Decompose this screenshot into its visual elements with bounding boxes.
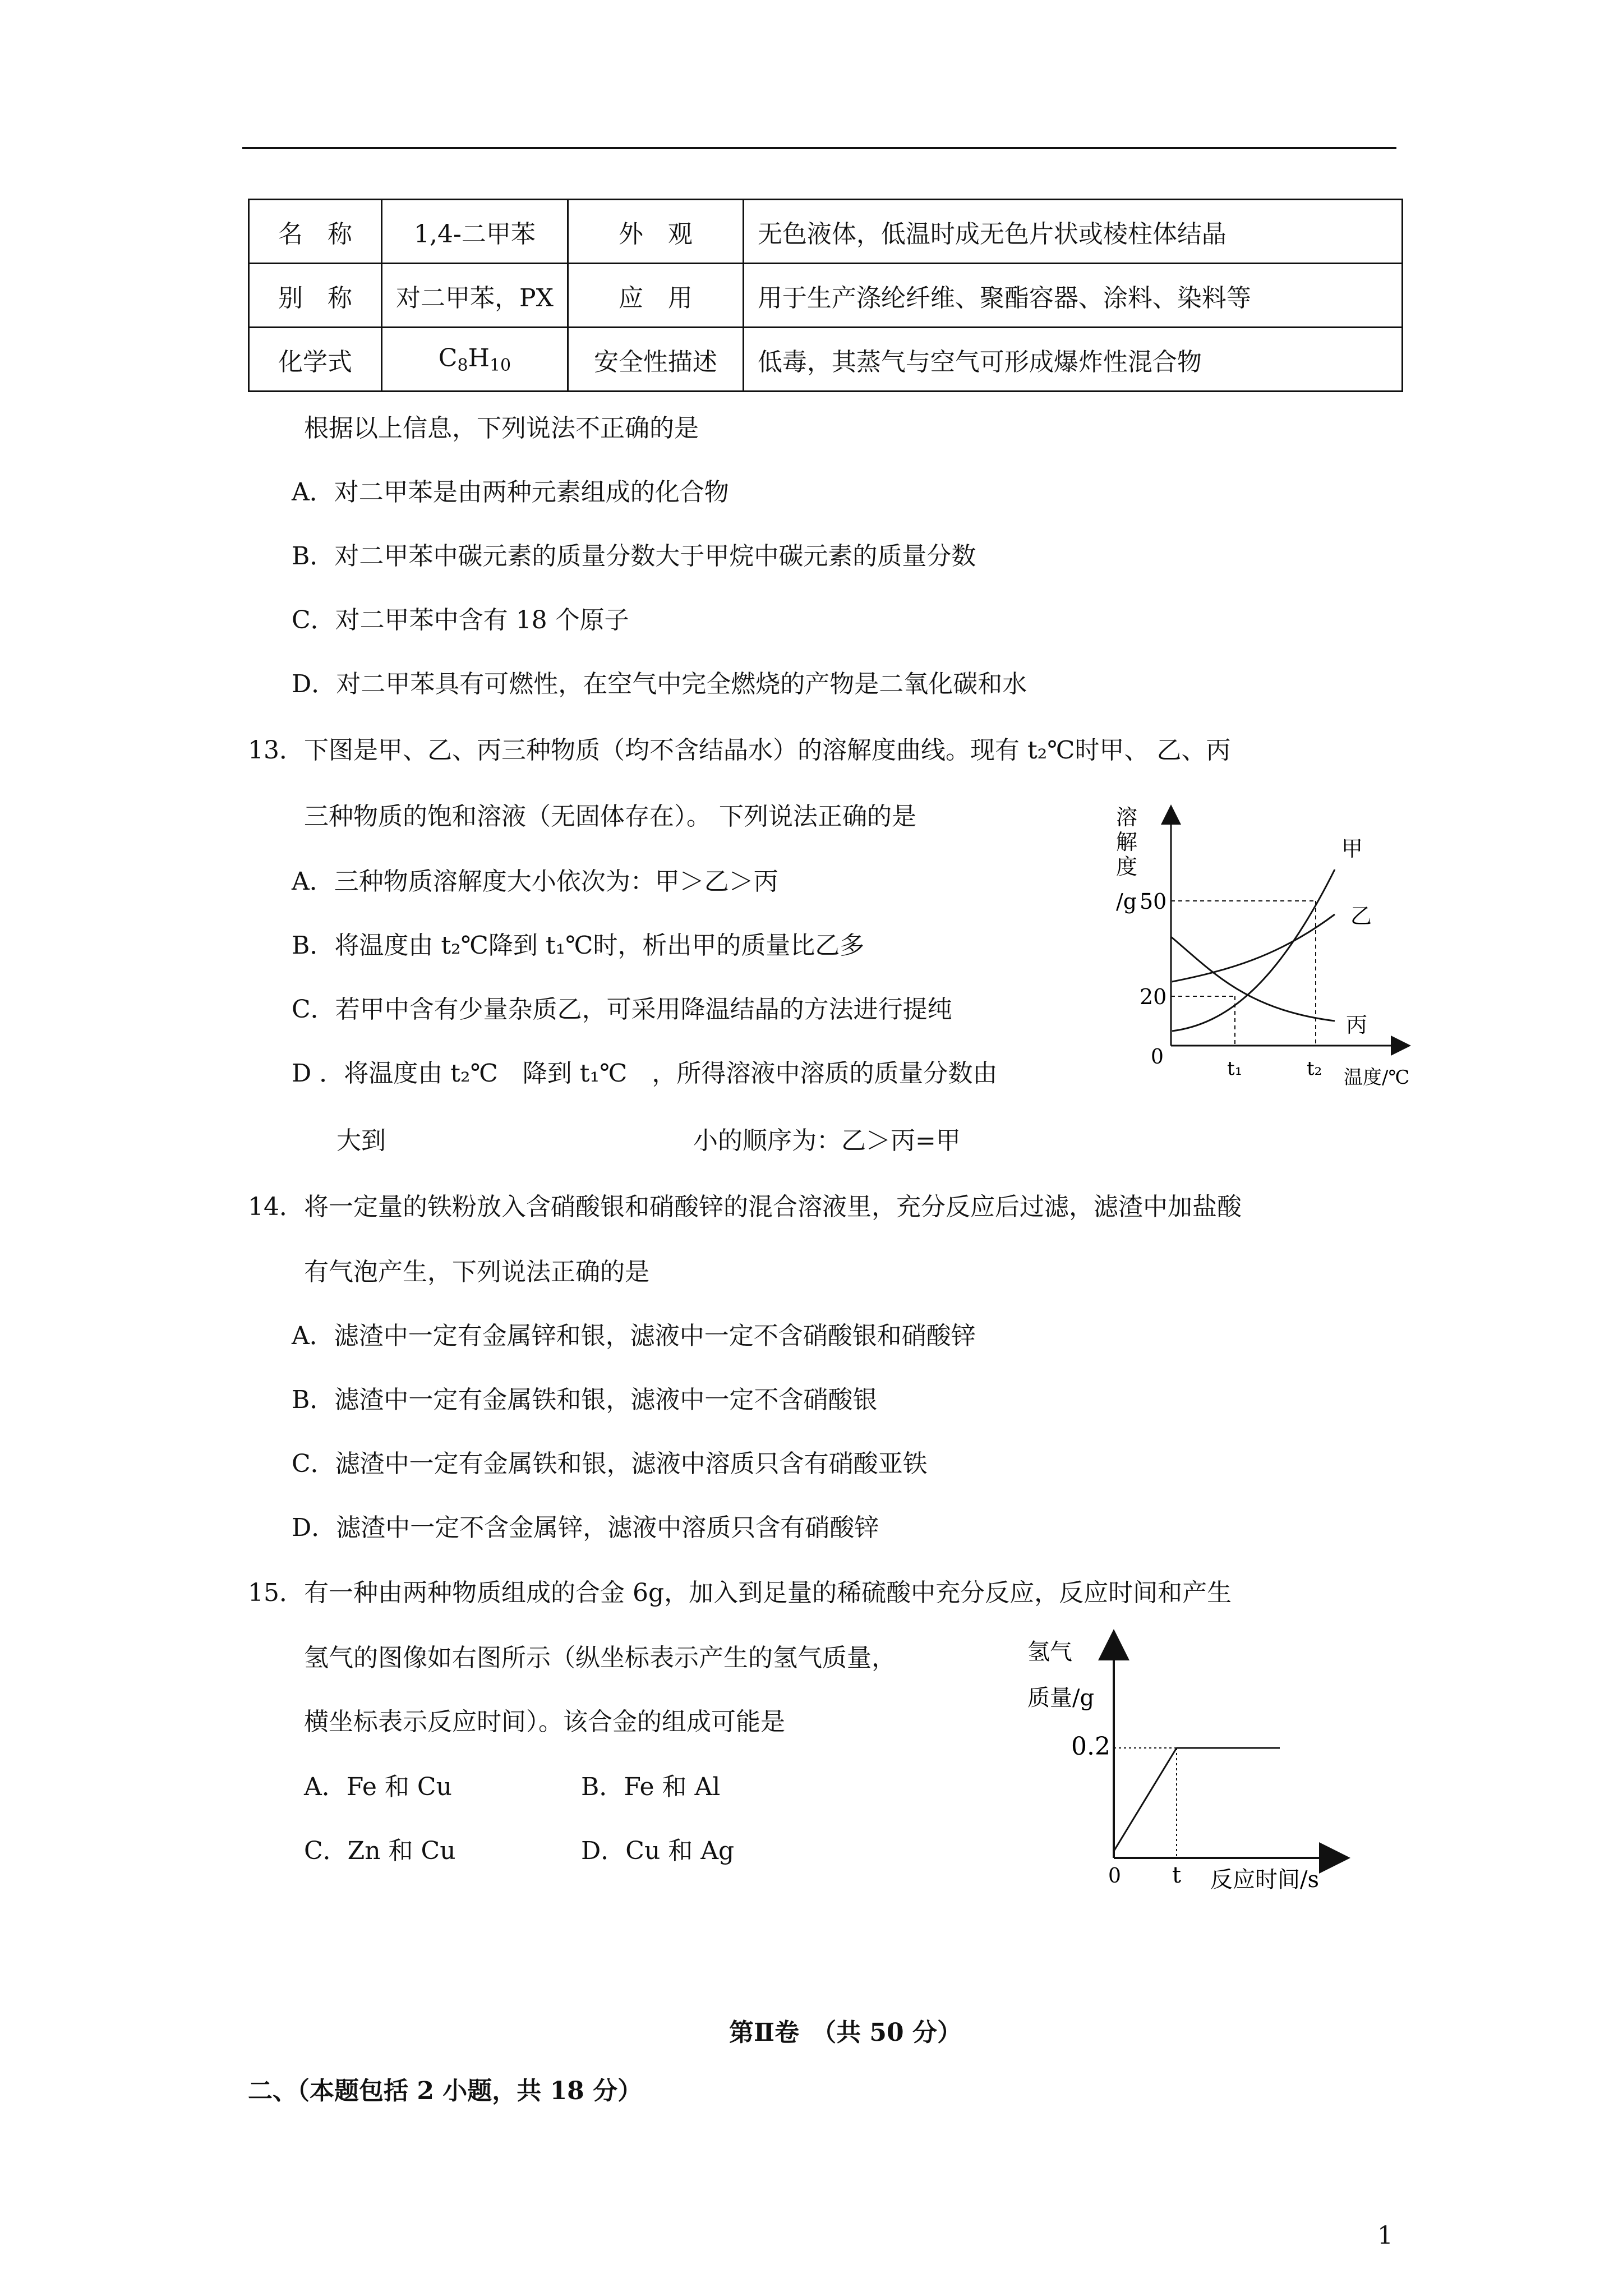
q12-option-a: A．对二甲苯是由两种元素组成的化合物 — [292, 478, 729, 507]
q15-option-b: B．Fe 和 Al — [581, 1773, 721, 1801]
formula-h: H — [468, 343, 490, 372]
table-cell: 对二甲苯，PX — [382, 264, 568, 328]
q15-option-a: A．Fe 和 Cu — [304, 1773, 452, 1801]
table-row — [249, 328, 1403, 392]
formula-cell — [382, 328, 568, 392]
q13-stem-line1: 13．下图是甲、乙、丙三种物质（均不含结晶水）的溶解度曲线。现有 t₂℃时甲、 乙、丙 — [248, 736, 1231, 765]
q15-stem-line1: 15．有一种由两种物质组成的合金 6g，加入到足量的稀硫酸中充分反应，反应时间和产生 — [248, 1579, 1232, 1607]
q14-option-c: C．滤渣中一定有金属铁和银，滤液中溶质只含有硝酸亚铁 — [292, 1450, 928, 1478]
ylabel-4: /g — [1116, 889, 1137, 914]
page-number: 1 — [1377, 2221, 1393, 2250]
property-table — [248, 199, 1403, 392]
tick-20: 20 — [1140, 984, 1167, 1009]
table-cell: 名 称 — [249, 200, 382, 264]
solubility-graph — [1110, 791, 1424, 1094]
q13-option-d-cont-b: 小的顺序为：乙＞丙=甲 — [693, 1126, 961, 1155]
q13-option-a: A．三种物质溶解度大小依次为：甲＞乙＞丙 — [292, 867, 778, 896]
ylabel-1: 氢气 — [1027, 1639, 1072, 1665]
q14-option-d: D．滤渣中一定不含金属锌，滤液中溶质只含有硝酸锌 — [292, 1513, 879, 1542]
hydrogen-graph — [1021, 1627, 1357, 1896]
table-row — [249, 200, 1403, 264]
curve-yi — [1172, 914, 1335, 982]
formula-c: C — [438, 343, 458, 372]
curve-jia — [1172, 869, 1335, 1031]
table-cell: 安全性描述 — [568, 328, 743, 392]
table-cell: 用于生产涤纶纤维、聚酯容器、涂料、染料等 — [743, 264, 1402, 328]
q15-stem-line2: 氢气的图像如右图所示（纵坐标表示产生的氢气质量， — [304, 1644, 896, 1672]
label-jia: 甲 — [1341, 836, 1363, 861]
section-title: 第Ⅱ卷 （共 50 分） — [729, 2018, 962, 2047]
tick-50: 50 — [1140, 889, 1167, 914]
q14-stem-line1: 14．将一定量的铁粉放入含硝酸银和硝酸锌的混合溶液里，充分反应后过滤，滤渣中加盐酸 — [248, 1193, 1242, 1221]
table-cell: 外 观 — [568, 200, 743, 264]
origin-label: 0 — [1108, 1865, 1121, 1888]
xlabel: 温度/℃ — [1344, 1066, 1410, 1089]
q13-stem-line2: 三种物质的饱和溶液（无固体存在）。 下列说法正确的是 — [304, 802, 916, 831]
table-cell: 无色液体，低温时成无色片状或棱柱体结晶 — [743, 200, 1402, 264]
tick-t1: t₁ — [1227, 1057, 1243, 1080]
tick-t: t — [1172, 1862, 1182, 1888]
table-row — [249, 264, 1403, 328]
formula-c-sub: 8 — [457, 355, 468, 375]
q14-option-b: B．滤渣中一定有金属铁和银，滤液中一定不含硝酸银 — [292, 1386, 878, 1414]
ylabel-3: 度 — [1116, 854, 1138, 879]
rising-line — [1114, 1748, 1177, 1851]
q13-option-d-cont-a: 大到 — [336, 1126, 386, 1155]
q14-option-a: A．滤渣中一定有金属锌和银，滤液中一定不含硝酸银和硝酸锌 — [292, 1322, 976, 1350]
curve-bing — [1171, 937, 1335, 1021]
q13-option-d: D ．将温度由 t₂℃ 降到 t₁℃ ，所得溶液中溶质的质量分数由 — [292, 1059, 998, 1088]
q13-option-b: B．将温度由 t₂℃降到 t₁℃时，析出甲的质量比乙多 — [292, 931, 865, 960]
table-cell: 别 称 — [249, 264, 382, 328]
origin-label: 0 — [1151, 1046, 1164, 1069]
table-cell: 化学式 — [249, 328, 382, 392]
header-rule — [242, 147, 1396, 149]
ylabel-2: 解 — [1116, 830, 1138, 854]
q15-option-d: D．Cu 和 Ag — [581, 1837, 735, 1865]
q15-stem-line3: 横坐标表示反应时间）。该合金的组成可能是 — [304, 1708, 785, 1736]
formula-h-sub: 10 — [489, 355, 511, 375]
q12-option-b: B．对二甲苯中碳元素的质量分数大于甲烷中碳元素的质量分数 — [292, 542, 976, 570]
q13-option-c: C．若甲中含有少量杂质乙，可采用降温结晶的方法进行提纯 — [292, 995, 952, 1024]
table-cell: 应 用 — [568, 264, 743, 328]
section-heading: 二、（本题包括 2 小题，共 18 分） — [248, 2077, 643, 2105]
table-cell: 低毒，其蒸气与空气可形成爆炸性混合物 — [743, 328, 1402, 392]
label-yi: 乙 — [1350, 904, 1372, 928]
q12-option-c: C．对二甲苯中含有 18 个原子 — [292, 606, 629, 634]
table-cell: 1,4-二甲苯 — [382, 200, 568, 264]
q15-option-c: C．Zn 和 Cu — [304, 1837, 456, 1865]
q14-stem-line2: 有气泡产生，下列说法正确的是 — [304, 1258, 649, 1286]
xlabel: 反应时间/s — [1210, 1867, 1320, 1893]
label-bing: 丙 — [1346, 1013, 1368, 1037]
q12-stem: 根据以上信息，下列说法不正确的是 — [304, 414, 699, 443]
tick-02: 0.2 — [1071, 1732, 1110, 1761]
ylabel-1: 溶 — [1116, 805, 1138, 830]
ylabel-2: 质量/g — [1027, 1685, 1095, 1711]
q12-option-d: D．对二甲苯具有可燃性，在空气中完全燃烧的产物是二氧化碳和水 — [292, 670, 1027, 698]
tick-t2: t₂ — [1307, 1057, 1322, 1080]
